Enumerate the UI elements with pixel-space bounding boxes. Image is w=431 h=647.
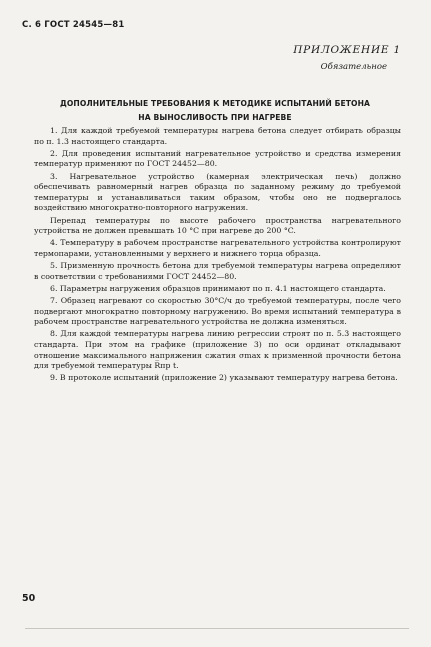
paragraph-3-continued: Перепад температуры по высоте рабочего пространства нагревательного устройства не должен превышать 10 °C при нагреве до 200 °C. [34,215,401,236]
paragraph-5: 5. Призменную прочность бетона для требуемой температуры нагрева определяют в соответствии с требованиями ГОСТ 24452—80. [34,261,401,281]
document-body [34,126,401,386]
document-title-line-2: НА ВЫНОСЛИВОСТЬ ПРИ НАГРЕВЕ [138,113,292,122]
paragraph-2: 2. Для проведения испытаний нагревательное устройство и средства измерения температур применяют по ГОСТ 24452—80. [34,148,401,169]
document-title [40,97,390,125]
document-title-line-1: ДОПОЛНИТЕЛЬНЫЕ ТРЕБОВАНИЯ К МЕТОДИКЕ ИСПЫТАНИЙ БЕТОНА [59,99,371,108]
page-header: С. 6 ГОСТ 24545—81 [22,20,125,30]
paragraph-9: 9. В протоколе испытаний (приложение 2) указывают температуру нагрева бетона. [50,373,398,383]
bottom-divider [25,628,409,629]
appendix-subtitle: Обязательное [320,62,387,72]
paragraph-1: 1. Для каждой требуемой температуры нагрева бетона следует отбирать образцы по п. 1.3 настоящего стандарта. [34,126,401,146]
page-number: 50 [22,593,36,604]
paragraph-6: 6. Параметры нагружения образцов принимают по п. 4.1 настоящего стандарта. [50,283,386,293]
paragraph-4: 4. Температуру в рабочем пространстве нагревательного устройства контролируют термопарами, установленными у верхнего и нижнего торца образца. [34,238,401,258]
paragraph-7: 7. Образец нагревают со скоростью 30°С/ч до требуемой температуры, после чего подвергают многократно повторному нагружению. Во время испытаний температура в рабочем пространстве нагревательного устройства не должна изменяться. [34,296,401,327]
paragraph-8: 8. Для каждой температуры нагрева линию регрессии строят по п. 5.3 настоящего стандарта. При этом на графике (приложение 3) по оси ординат откладывают отношение максимального напряжения сжатия σmax к призменной прочности бетона для требуемой температуры R̅пр t. [34,329,401,371]
appendix-title: ПРИЛОЖЕНИЕ 1 [293,44,401,56]
paragraph-3: 3. Нагревательное устройство (камерная электрическая печь) должно обеспечивать равномерный нагрев образца по заданному режиму до требуемой температуры и устанавливаться таким образом, чтобы оно не подвергалось воздействию многократно-повторного нагружения. [34,171,401,213]
